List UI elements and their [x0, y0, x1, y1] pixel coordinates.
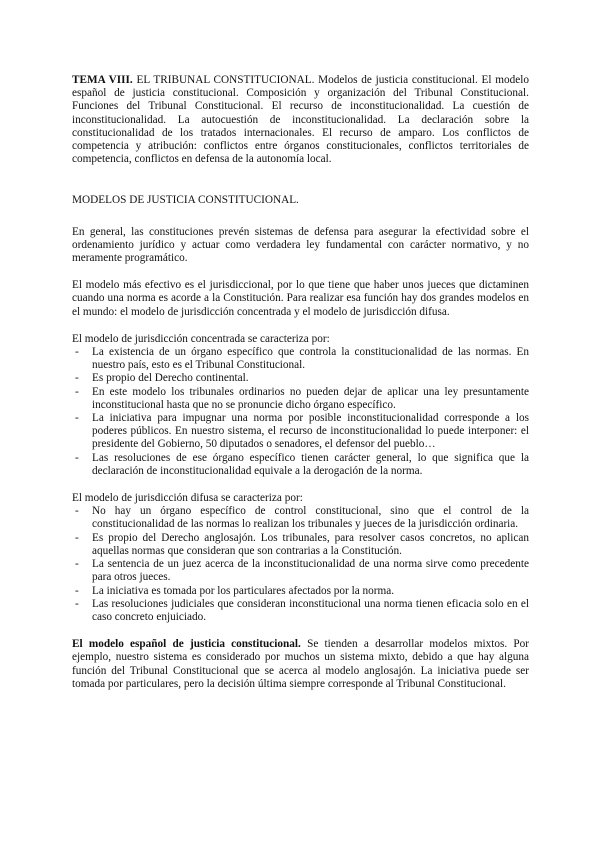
list-dash: - [75, 584, 79, 597]
list-item [72, 598, 529, 624]
list-item-text: Es propio del Derecho continental. [92, 372, 249, 385]
intro-text: EL TRIBUNAL CONSTITUCIONAL. Modelos de justicia constitucional. El modelo español de justicia constitucional. Composición y organización del Tribunal Constitucional. Funciones del Tribunal Constitucional. El recurso de inconstitucionalidad. La cuestión de inconstitucionalidad. La autocuestión de inconstitucionalidad. La declaración sobre la constitucionalidad de los tratados internacionales. El recurso de amparo. Los conflictos de competencia y atribución: conflictos entre órganos constitucionales, conflictos territoriales de competencia, conflictos en defensa de la autonomía local. [72, 74, 529, 166]
list-dash: - [75, 346, 79, 359]
difusa-lead: El modelo de jurisdicción difusa se caracteriza por: [72, 492, 303, 505]
list-dash: - [75, 451, 79, 464]
concentrada-list [72, 346, 529, 478]
list-item [72, 386, 529, 412]
paragraph-jurisdiccional: El modelo más efectivo es el jurisdiccional, por lo que tiene que haber unos jueces que dictaminen cuando una norma es acorde a la Constitución. Para realizar esa función hay dos grandes modelos en el mundo: el modelo de jurisdicción concentrada y el modelo de jurisdicción difusa. [72, 279, 529, 318]
list-dash: - [75, 597, 79, 610]
list-item [72, 558, 529, 584]
list-item-text: Es propio del Derecho anglosajón. Los tribunales, para resolver casos concretos, no aplican aquellas normas que consideran que son contrarias a la Constitución. [92, 531, 529, 557]
list-dash: - [75, 558, 79, 571]
intro-paragraph [72, 74, 529, 166]
list-item-text: No hay un órgano específico de control constitucional, sino que el control de la constitucionalidad de las normas lo realizan los tribunales y jueces de la jurisdicción ordinaria. [92, 505, 529, 531]
list-item-text: La sentencia de un juez acerca de la inconstitucionalidad de una norma sirve como precedente para otros jueces. [92, 558, 529, 584]
list-item-text: La iniciativa es tomada por los particulares afectados por la norma. [92, 584, 395, 597]
list-item [72, 585, 529, 598]
list-dash: - [75, 385, 79, 398]
paragraph-general: En general, las constituciones prevén sistemas de defensa para asegurar la efectividad sobre el ordenamiento jurídico y actuar como verdadera ley fundamental con carácter normativo, y no meramente programático. [72, 225, 529, 265]
list-item [72, 372, 529, 385]
list-item [72, 505, 529, 531]
modelo-espanol-paragraph [72, 638, 529, 691]
list-item [72, 532, 529, 558]
list-item-text: Las resoluciones de ese órgano específico tienen carácter general, lo que significa que la declaración de inconstitucionalidad equivale a la derogación de la norma. [92, 451, 529, 477]
list-item-text: Las resoluciones judiciales que consideran inconstitucional una norma tienen eficacia solo en el caso concreto enjuiciado. [92, 597, 529, 623]
list-item-text: En este modelo los tribunales ordinarios no pueden dejar de aplicar una ley presuntamente inconstitucional hasta que no se pronuncie dicho órgano específico. [92, 385, 529, 411]
difusa-list [72, 505, 529, 624]
list-item-text: La iniciativa para impugnar una norma por posible inconstitucionalidad corresponde a los poderes públicos. En nuestro sistema, el recurso de inconstitucionalidad lo puede interponer: el presidente del Gobierno, 50 diputados o senadores, el defensor del pueblo… [92, 412, 529, 451]
list-item [72, 452, 529, 478]
list-item [72, 412, 529, 452]
list-item-text: La existencia de un órgano específico que controla la constitucionalidad de las normas. En nuestro país, esto es el Tribunal Constitucional. [92, 346, 529, 372]
topic-title: TEMA VIII. [72, 74, 133, 86]
list-dash: - [75, 531, 79, 544]
section-heading: MODELOS DE JUSTICIA CONSTITUCIONAL. [72, 194, 299, 207]
concentrada-lead: El modelo de jurisdicción concentrada se caracteriza por: [72, 332, 330, 345]
list-dash: - [75, 505, 79, 518]
list-dash: - [75, 412, 79, 425]
list-dash: - [75, 372, 79, 385]
list-item [72, 346, 529, 372]
modelo-espanol-title: El modelo español de justicia constitucional. [72, 638, 301, 651]
modelo-espanol-text: Se tienden a desarrollar modelos mixtos. Por ejemplo, nuestro sistema es considerado por muchos un sistema mixto, debido a que hay alguna función del Tribunal Constitucional que se acerca al modelo anglosajón. La iniciativa puede ser tomada por particulares, pero la decisión última siempre corresponde al Tribunal Constitucional. [72, 638, 529, 690]
